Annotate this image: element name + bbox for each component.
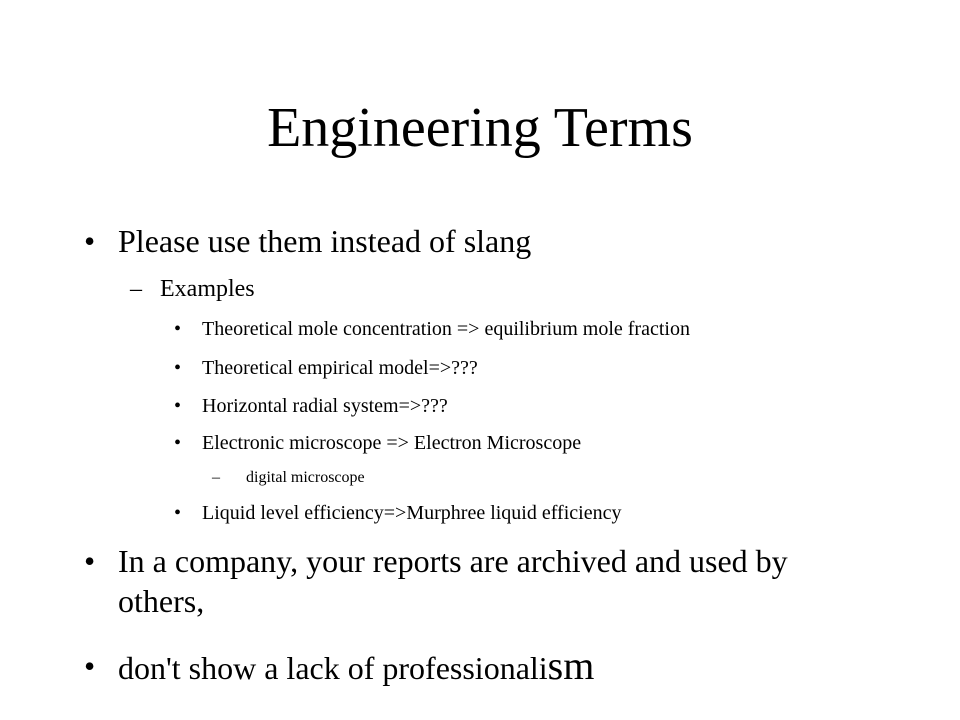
bullet-text: Please use them instead of slang bbox=[118, 223, 532, 259]
slide-title: Engineering Terms bbox=[267, 97, 693, 159]
example-text: Theoretical empirical model=>??? bbox=[202, 357, 478, 379]
bullet-text-group bbox=[118, 643, 595, 688]
sub-example-text: digital microscope bbox=[246, 469, 365, 486]
bullet-icon: • bbox=[84, 648, 96, 684]
example-text: Horizontal radial system=>??? bbox=[202, 395, 448, 417]
bullet-text: don't show a lack of professionali bbox=[118, 650, 548, 686]
bullet-icon: • bbox=[174, 432, 182, 454]
sub-item-text: Examples bbox=[160, 276, 255, 302]
example-text: Electronic microscope => Electron Microscope bbox=[202, 432, 582, 454]
bullet-icon: • bbox=[174, 395, 182, 417]
bullet-icon: • bbox=[174, 502, 182, 524]
bullet-text-tail: sm bbox=[547, 643, 595, 688]
bullet-icon: • bbox=[174, 318, 182, 340]
dash-icon: – bbox=[130, 276, 142, 302]
example-text: Theoretical mole concentration => equilibrium mole fraction bbox=[202, 318, 690, 340]
bullet-icon: • bbox=[84, 543, 96, 579]
bullet-icon: • bbox=[174, 357, 182, 379]
dash-icon: – bbox=[212, 469, 220, 486]
bullet-text: In a company, your reports are archived and used by others, bbox=[118, 543, 788, 619]
bullet-icon: • bbox=[84, 223, 96, 259]
example-text: Liquid level efficiency=>Murphree liquid efficiency bbox=[202, 502, 622, 524]
